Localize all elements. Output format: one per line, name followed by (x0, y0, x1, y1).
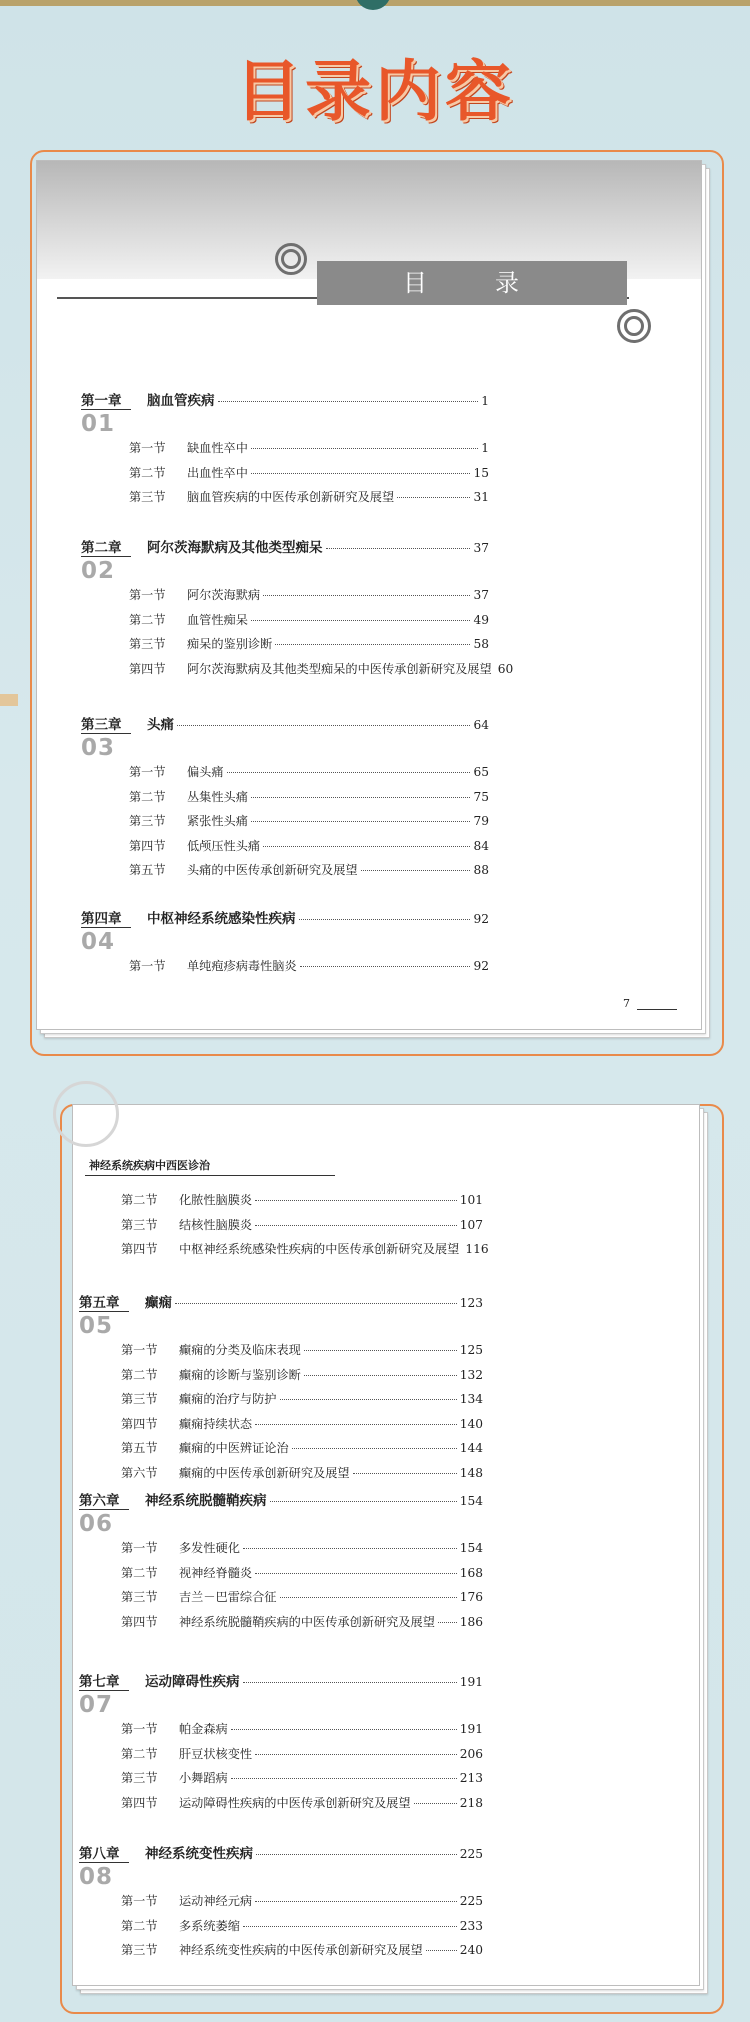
section-page: 92 (473, 959, 489, 973)
section-page: 84 (473, 838, 489, 853)
leader-dots (361, 870, 471, 871)
section-title: 血管性痴呆 (187, 612, 248, 627)
section-page: 49 (473, 612, 489, 627)
toc-section-row (121, 1892, 483, 1909)
chapter-number: 01 (81, 411, 116, 437)
swirl-ornament-icon (624, 316, 644, 336)
section-title: 多系统萎缩 (179, 1918, 240, 1933)
section-title: 低颅压性头痛 (187, 838, 261, 853)
section-page: 58 (473, 637, 489, 651)
chapter-rule (81, 556, 131, 557)
section-page: 75 (473, 789, 489, 804)
leader-dots (426, 1950, 457, 1951)
section-title: 偏头痛 (187, 765, 224, 779)
section-title: 神经系统变性疾病的中医传承创新研究及展望 (179, 1943, 423, 1957)
leader-dots (275, 644, 470, 645)
section-label: 第三节 (129, 637, 166, 651)
toc-section-row (121, 1794, 483, 1811)
section-page: 79 (473, 814, 489, 828)
section-label: 第三节 (129, 490, 166, 504)
section-title: 运动神经元病 (179, 1894, 253, 1908)
chapter-number: 02 (81, 558, 116, 584)
section-label: 第四节 (121, 1416, 158, 1431)
chapter-title: 阿尔茨海默病及其他类型痴呆 (147, 540, 323, 556)
toc-section-row (121, 1539, 483, 1556)
toc-chapter-row (79, 1670, 483, 1690)
section-page: 186 (459, 1614, 483, 1629)
leader-dots (255, 1573, 457, 1574)
side-decor-tab (0, 694, 18, 706)
leader-dots (263, 595, 470, 596)
leader-dots (304, 1375, 457, 1376)
leader-dots (255, 1200, 457, 1201)
leader-dots (414, 1803, 457, 1804)
section-label: 第四节 (121, 1795, 158, 1810)
chapter-page: 37 (473, 541, 489, 555)
section-page: 1 (481, 441, 489, 455)
toc-chapter-row (81, 907, 489, 927)
section-title: 视神经脊髓炎 (179, 1565, 253, 1580)
section-page: 101 (459, 1193, 483, 1207)
toc-chapter-row (81, 713, 489, 733)
chapter-number: 07 (79, 1692, 114, 1718)
chapter-title: 运动障碍性疾病 (145, 1674, 240, 1690)
section-label: 第四节 (121, 1614, 158, 1629)
section-label: 第四节 (129, 838, 166, 853)
section-label: 第二节 (129, 612, 166, 627)
toc-chapter-row (81, 536, 489, 556)
section-title: 缺血性卒中 (187, 441, 248, 455)
chapter-label: 第一章 (81, 393, 122, 409)
toc-section-row (121, 1240, 489, 1257)
toc-section-row (129, 861, 489, 878)
section-title: 帕金森病 (179, 1722, 228, 1736)
leader-dots (300, 966, 471, 967)
section-page: 107 (459, 1217, 483, 1232)
section-label: 第三节 (121, 1590, 158, 1604)
leader-dots (218, 401, 479, 402)
chapter-title: 神经系统脱髓鞘疾病 (145, 1493, 267, 1509)
section-title: 脑血管疾病的中医传承创新研究及展望 (187, 490, 395, 504)
chapter-page: 154 (459, 1494, 483, 1508)
chapter-number: 03 (81, 735, 116, 761)
section-label: 第二节 (121, 1367, 158, 1382)
chapter-rule (81, 927, 131, 928)
toc-section-row (121, 1390, 483, 1407)
leader-dots (292, 1448, 457, 1449)
section-title: 紧张性头痛 (187, 814, 248, 828)
section-label: 第二节 (129, 465, 166, 480)
section-page: 31 (473, 490, 489, 504)
toc-section-row (121, 1464, 483, 1481)
swirl-ornament-icon (281, 249, 301, 269)
section-page: 65 (473, 765, 489, 779)
chapter-page: 64 (473, 718, 489, 732)
toc-section-row (121, 1341, 483, 1358)
chapter-rule (81, 733, 131, 734)
leader-dots (243, 1682, 457, 1683)
toc-section-row (129, 763, 489, 780)
section-label: 第三节 (121, 1217, 158, 1232)
toc-section-row (129, 611, 489, 628)
toc-section-row (121, 1917, 483, 1934)
leader-dots (263, 846, 470, 847)
toc-section-row (121, 1191, 483, 1208)
section-title: 单纯疱疹病毒性脑炎 (187, 959, 297, 973)
running-title: 神经系统疾病中西医诊治 (89, 1159, 210, 1172)
chapter-rule (79, 1690, 129, 1691)
leader-dots (326, 548, 471, 549)
section-title: 吉兰－巴雷综合征 (179, 1590, 277, 1604)
section-label: 第一节 (121, 1894, 158, 1908)
chapter-page: 123 (459, 1296, 483, 1310)
section-page: 134 (459, 1392, 483, 1406)
section-label: 第三节 (121, 1771, 158, 1785)
section-label: 第二节 (121, 1918, 158, 1933)
section-title: 小舞蹈病 (179, 1771, 228, 1785)
toc-section-row (129, 464, 489, 481)
leader-dots (256, 1854, 457, 1855)
page-number: 7 (623, 997, 630, 1010)
section-page: 15 (473, 465, 489, 480)
section-label: 第五节 (121, 1441, 158, 1455)
contents-header: 目 录 (317, 261, 627, 305)
chapter-title: 癫痫 (145, 1295, 172, 1311)
section-page: 154 (459, 1541, 483, 1555)
running-rule (85, 1175, 335, 1176)
section-title: 癫痫持续状态 (179, 1416, 253, 1431)
section-title: 癫痫的中医传承创新研究及展望 (179, 1465, 350, 1480)
toc-section-row (121, 1415, 483, 1432)
section-title: 多发性硬化 (179, 1541, 240, 1555)
book-page-1 (28, 150, 724, 1060)
chapter-number: 08 (79, 1864, 114, 1890)
leader-dots (255, 1424, 457, 1425)
toc-chapter-row (79, 1291, 483, 1311)
section-label: 第六节 (121, 1465, 158, 1480)
chapter-page: 191 (459, 1675, 483, 1689)
chapter-label: 第四章 (81, 911, 122, 927)
chapter-number: 06 (79, 1511, 114, 1537)
toc-section-row (129, 439, 489, 456)
toc-section-row (129, 837, 489, 854)
leader-dots (251, 821, 471, 822)
leader-dots (251, 473, 471, 474)
chapter-number: 04 (81, 929, 116, 955)
leader-dots (251, 620, 471, 621)
toc-section-row (121, 1216, 483, 1233)
section-title: 神经系统脱髓鞘疾病的中医传承创新研究及展望 (179, 1614, 435, 1629)
toc-section-row (121, 1769, 483, 1786)
section-label: 第一节 (121, 1541, 158, 1555)
leader-dots (227, 772, 471, 773)
toc-section-row (129, 812, 489, 829)
section-title: 癫痫的中医辨证论治 (179, 1441, 289, 1455)
chapter-title: 神经系统变性疾病 (145, 1846, 253, 1862)
chapter-rule (79, 1311, 129, 1312)
chapter-label: 第七章 (79, 1674, 120, 1690)
toc-section-row (121, 1439, 483, 1456)
contents-page-1 (36, 160, 702, 1030)
toc-chapter-row (79, 1489, 483, 1509)
toc-chapter-row (79, 1842, 483, 1862)
section-label: 第四节 (129, 661, 166, 676)
section-page: 125 (459, 1343, 483, 1357)
banner-title: 目录内容 (235, 53, 515, 130)
toc-section-row (121, 1745, 483, 1762)
toc-section-row (129, 488, 489, 505)
leader-dots (280, 1597, 457, 1598)
toc-section-row (129, 957, 489, 974)
leader-dots (231, 1729, 457, 1730)
section-page: 88 (473, 863, 489, 877)
toc-section-row (129, 635, 489, 652)
chapter-page: 92 (473, 912, 489, 926)
section-label: 第三节 (129, 814, 166, 828)
leader-dots (299, 919, 471, 920)
leader-dots (280, 1399, 457, 1400)
section-page: 60 (497, 661, 514, 676)
chapter-label: 第五章 (79, 1295, 120, 1311)
leader-dots (270, 1501, 457, 1502)
chapter-label: 第六章 (79, 1493, 120, 1509)
section-label: 第三节 (121, 1392, 158, 1406)
book-page-2 (60, 1098, 726, 2016)
section-page: 206 (459, 1746, 483, 1761)
leader-dots (304, 1350, 457, 1351)
chapter-number: 05 (79, 1313, 114, 1339)
section-page: 140 (459, 1416, 483, 1431)
section-label: 第二节 (129, 789, 166, 804)
toc-chapter-row (81, 389, 489, 409)
section-title: 头痛的中医传承创新研究及展望 (187, 863, 358, 877)
section-label: 第三节 (121, 1943, 158, 1957)
section-page: 176 (459, 1590, 483, 1604)
leader-dots (353, 1473, 457, 1474)
section-title: 结核性脑膜炎 (179, 1217, 253, 1232)
leader-dots (255, 1901, 457, 1902)
section-label: 第一节 (129, 765, 166, 779)
toc-section-row (121, 1941, 483, 1958)
leader-dots (243, 1926, 457, 1927)
chapter-page: 225 (459, 1847, 483, 1861)
toc-section-row (129, 788, 489, 805)
chapter-label: 第二章 (81, 540, 122, 556)
leader-dots (175, 1303, 457, 1304)
toc-section-row (121, 1366, 483, 1383)
section-title: 化脓性脑膜炎 (179, 1193, 253, 1207)
section-label: 第一节 (129, 588, 166, 602)
section-title: 出血性卒中 (187, 465, 248, 480)
leader-dots (438, 1622, 457, 1623)
leader-dots (255, 1754, 457, 1755)
chapter-rule (79, 1862, 129, 1863)
section-label: 第一节 (129, 441, 166, 455)
swirl-ornament-icon (53, 1081, 119, 1147)
section-label: 第一节 (121, 1722, 158, 1736)
section-label: 第二节 (121, 1565, 158, 1580)
leader-dots (397, 497, 470, 498)
section-label: 第四节 (121, 1242, 158, 1256)
chapter-rule (81, 409, 131, 410)
toc-section-row (121, 1720, 483, 1737)
chapter-title: 中枢神经系统感染性疾病 (147, 911, 296, 927)
section-page: 233 (459, 1918, 483, 1933)
section-title: 痴呆的鉴别诊断 (187, 637, 273, 651)
leader-dots (177, 725, 470, 726)
section-title: 运动障碍性疾病的中医传承创新研究及展望 (179, 1795, 411, 1810)
toc-section-row (121, 1613, 483, 1630)
section-label: 第五节 (129, 863, 166, 877)
section-page: 144 (459, 1441, 483, 1455)
section-page: 168 (459, 1565, 483, 1580)
section-page: 240 (459, 1943, 483, 1957)
chapter-label: 第三章 (81, 717, 122, 733)
leader-dots (243, 1548, 457, 1549)
section-title: 阿尔茨海默病及其他类型痴呆的中医传承创新研究及展望 (187, 661, 492, 676)
section-label: 第二节 (121, 1746, 158, 1761)
section-page: 191 (459, 1722, 483, 1736)
toc-section-row (129, 586, 489, 603)
section-label: 第一节 (121, 1343, 158, 1357)
section-title: 丛集性头痛 (187, 789, 248, 804)
toc-section-row (129, 660, 514, 677)
chapter-title: 头痛 (147, 717, 174, 733)
section-title: 癫痫的分类及临床表现 (179, 1343, 301, 1357)
footer-rule (637, 1009, 677, 1010)
section-page: 148 (459, 1465, 483, 1480)
section-label: 第一节 (129, 959, 166, 973)
section-page: 218 (459, 1795, 483, 1810)
section-title: 癫痫的诊断与鉴别诊断 (179, 1367, 301, 1382)
chapter-rule (79, 1509, 129, 1510)
section-title: 肝豆状核变性 (179, 1746, 253, 1761)
chapter-title: 脑血管疾病 (147, 393, 215, 409)
leader-dots (255, 1225, 457, 1226)
leader-dots (251, 797, 471, 798)
leader-dots (251, 448, 478, 449)
section-title: 癫痫的治疗与防护 (179, 1392, 277, 1406)
contents-page-2 (72, 1104, 700, 1986)
section-page: 225 (459, 1894, 483, 1908)
section-page: 132 (459, 1367, 483, 1382)
chapter-page: 1 (481, 394, 489, 408)
section-title: 阿尔茨海默病 (187, 588, 261, 602)
chapter-label: 第八章 (79, 1846, 120, 1862)
section-label: 第二节 (121, 1193, 158, 1207)
section-page: 213 (459, 1771, 483, 1785)
leader-dots (231, 1778, 457, 1779)
toc-section-row (121, 1564, 483, 1581)
section-page: 116 (465, 1242, 489, 1256)
section-page: 37 (473, 588, 489, 602)
toc-section-row (121, 1588, 483, 1605)
section-title: 中枢神经系统感染性疾病的中医传承创新研究及展望 (179, 1242, 460, 1256)
